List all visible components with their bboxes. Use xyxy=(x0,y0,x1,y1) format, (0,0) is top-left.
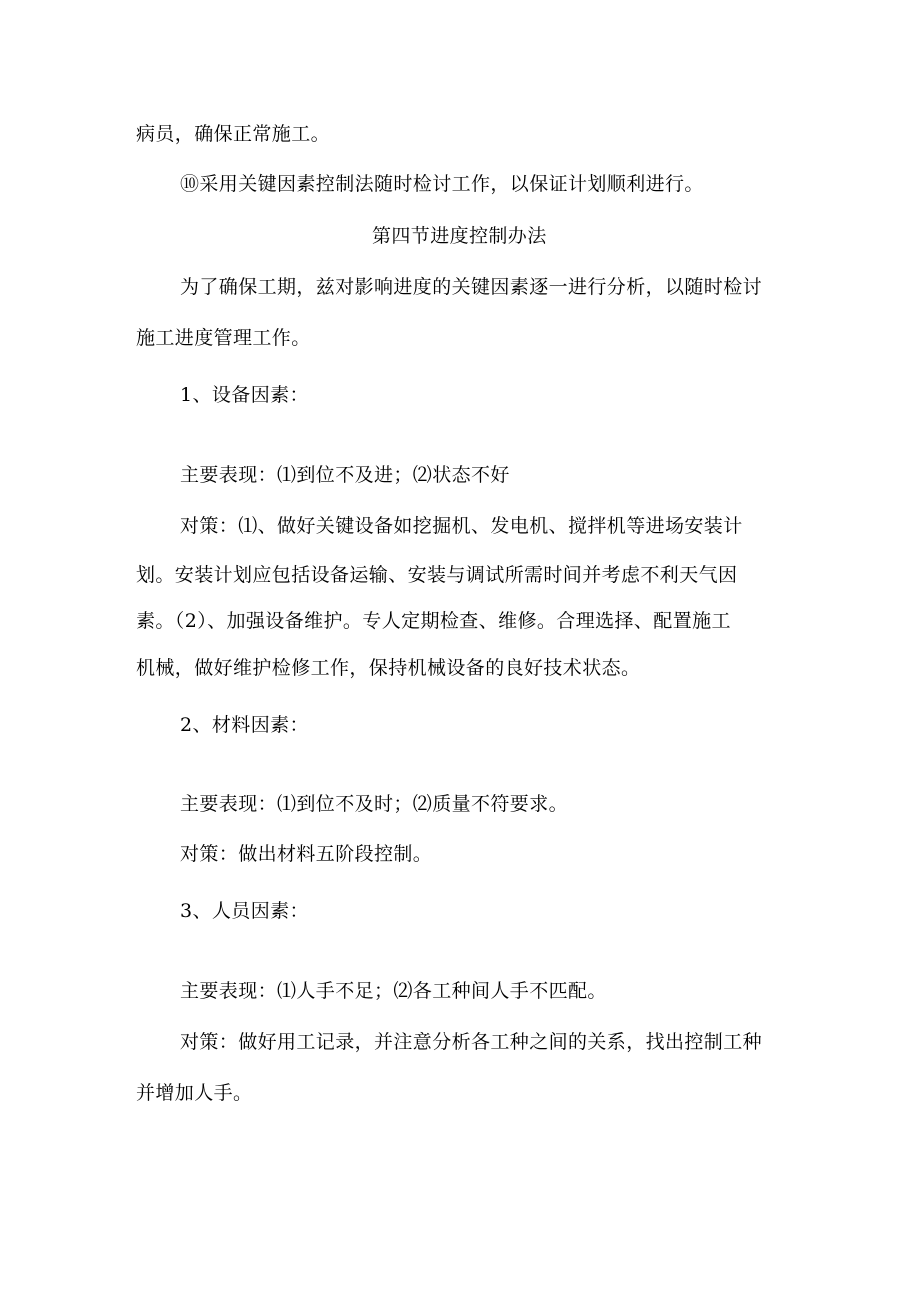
paragraph-line: 主要表现：⑴到位不及进；⑵状态不好 xyxy=(180,464,510,486)
subheading: 2、材料因素： xyxy=(180,714,309,736)
paragraph-line: 病员，确保正常施工。 xyxy=(136,123,331,145)
paragraph-line: 对策：⑴、做好关键设备如挖掘机、发电机、搅拌机等进场安装计 xyxy=(180,515,743,537)
paragraph-line: 为了确保工期，兹对影响进度的关键因素逐一进行分析，以随时检讨 xyxy=(180,276,763,298)
paragraph-line: 对策：做出材料五阶段控制。 xyxy=(180,843,433,865)
paragraph-line: ⑩采用关键因素控制法随时检讨工作，以保证计划顺利进行。 xyxy=(180,173,704,195)
paragraph-line: 机械，做好维护检修工作，保持机械设备的良好技术状态。 xyxy=(136,657,641,679)
paragraph-line: 划。安装计划应包括设备运输、安装与调试所需时间并考虑不利天气因 xyxy=(136,564,738,586)
paragraph-line: 对策：做好用工记录，并注意分析各工种之间的关系，找出控制工种 xyxy=(180,1031,763,1053)
paragraph-line: 并增加人手。 xyxy=(136,1082,253,1104)
paragraph-line: 主要表现：⑴到位不及时；⑵质量不符要求。 xyxy=(180,793,569,815)
subheading: 3、人员因素： xyxy=(180,900,309,922)
paragraph-line: 素。（2）、加强设备维护。专人定期检查、维修。合理选择、配置施工 xyxy=(136,610,731,632)
subheading: 1、设备因素： xyxy=(180,384,309,406)
paragraph-line: 主要表现：⑴人手不足；⑵各工种间人手不匹配。 xyxy=(180,980,607,1002)
section-heading: 第四节进度控制办法 xyxy=(372,225,547,247)
paragraph-line: 施工进度管理工作。 xyxy=(136,327,311,349)
